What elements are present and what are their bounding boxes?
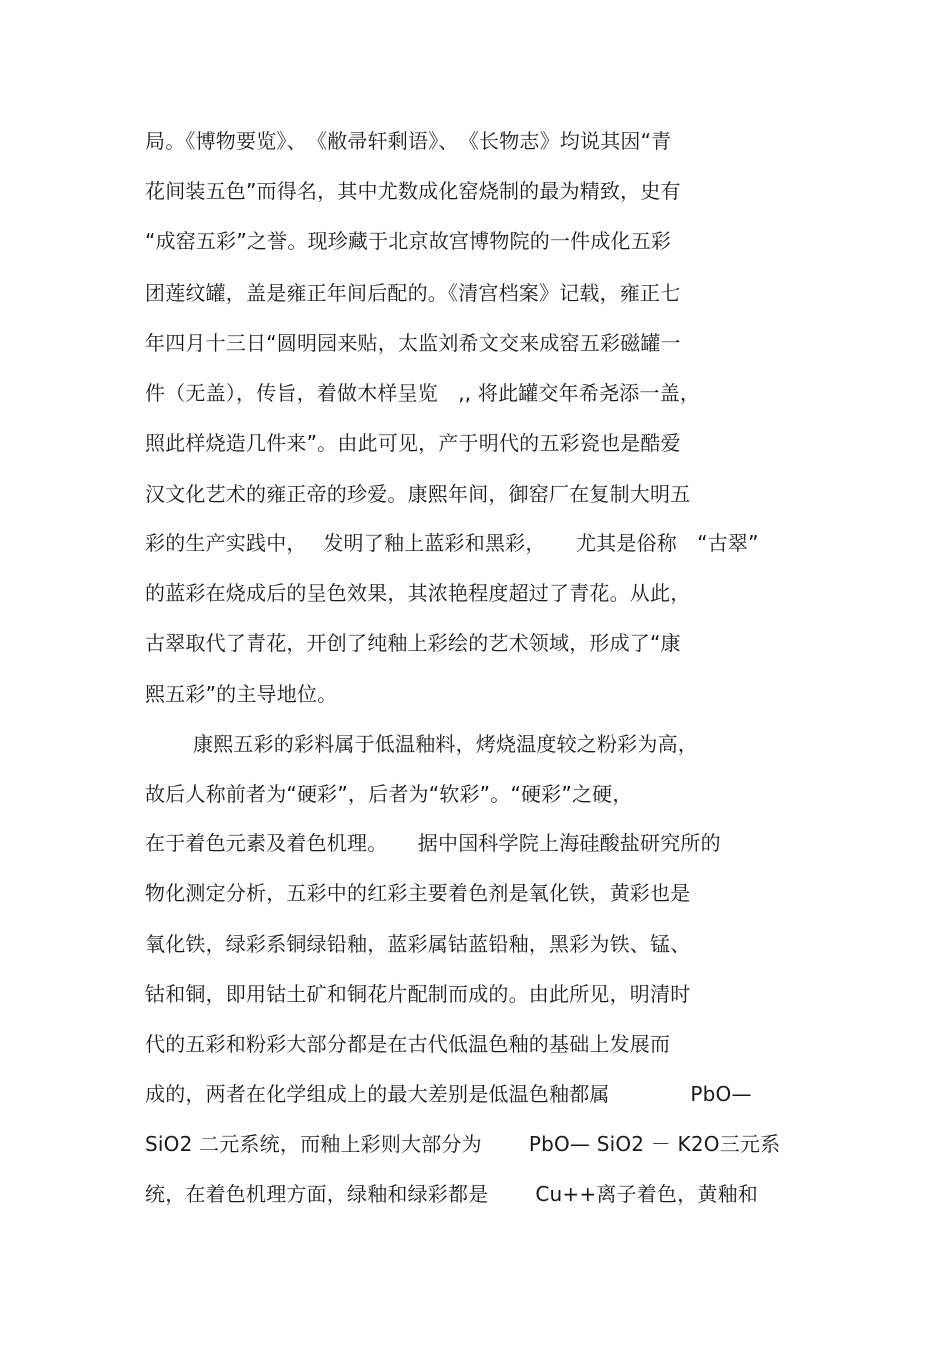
text-line: 件（无盖），传旨，着做木样呈览 ,, 将此罐交年希尧添一盖， [145, 381, 701, 405]
text-line: 钴和铜，即用钴土矿和铜花片配制而成的。由此所见，明清时 [145, 982, 691, 1006]
text-line: “成窑五彩”之誉。现珍藏于北京故宫博物院的一件成化五彩 [145, 229, 672, 253]
text-line: 古翠取代了青花，开创了纯釉上彩绘的艺术领域，形成了“康 [145, 631, 681, 655]
text-line: 彩的生产实践中， 发明了釉上蓝彩和黑彩， 尤其是俗称 “古翠” [145, 531, 759, 555]
text-line: 团莲纹罐，盖是雍正年间后配的。《清宫档案》记载，雍正七 [145, 281, 681, 305]
text-line: 统，在着色机理方面，绿釉和绿彩都是 Cu++离子着色，黄釉和 [145, 1182, 758, 1206]
text-line: 代的五彩和粉彩大部分都是在古代低温色釉的基础上发展而 [145, 1032, 671, 1056]
text-line: 的蓝彩在烧成后的呈色效果，其浓艳程度超过了青花。从此， [145, 581, 691, 605]
text-line: 熙五彩”的主导地位。 [145, 682, 338, 706]
text-line: 在于着色元素及着色机理。 据中国科学院上海硅酸盐研究所的 [145, 831, 721, 855]
text-line: 局。《博物要览》、 《敝帚轩剩语》、 《长物志》均说其因“青 [145, 129, 672, 153]
text-line: 物化测定分析，五彩中的红彩主要着色剂是氧化铁，黄彩也是 [145, 881, 691, 905]
text-line: 故后人称前者为“硬彩”，后者为“软彩”。“硬彩”之硬， [145, 782, 633, 806]
text-line: SiO2 二元系统，而釉上彩则大部分为 PbO— SiO2 － K2O三元系 [145, 1132, 781, 1156]
text-line: 年四月十三日“圆明园来贴，太监刘希文交来成窑五彩磁罐一 [145, 331, 681, 355]
text-line: 汉文化艺术的雍正帝的珍爱。康熙年间，御窑厂在复制大明五 [145, 482, 691, 506]
paragraph-first-line: 康熙五彩的彩料属于低温釉料，烤烧温度较之粉彩为高， [193, 732, 698, 756]
text-line: 照此样烧造几件来”。由此可见，产于明代的五彩瓷也是酷爱 [145, 431, 681, 455]
text-line: 成的，两者在化学组成上的最大差别是低温色釉都属 PbO— [145, 1082, 752, 1106]
text-line: 氧化铁，绿彩系铜绿铅釉，蓝彩属钴蓝铅釉，黑彩为铁、锰、 [145, 932, 691, 956]
text-line: 花间装五色”而得名，其中尤数成化窑烧制的最为精致，史有 [145, 179, 681, 203]
